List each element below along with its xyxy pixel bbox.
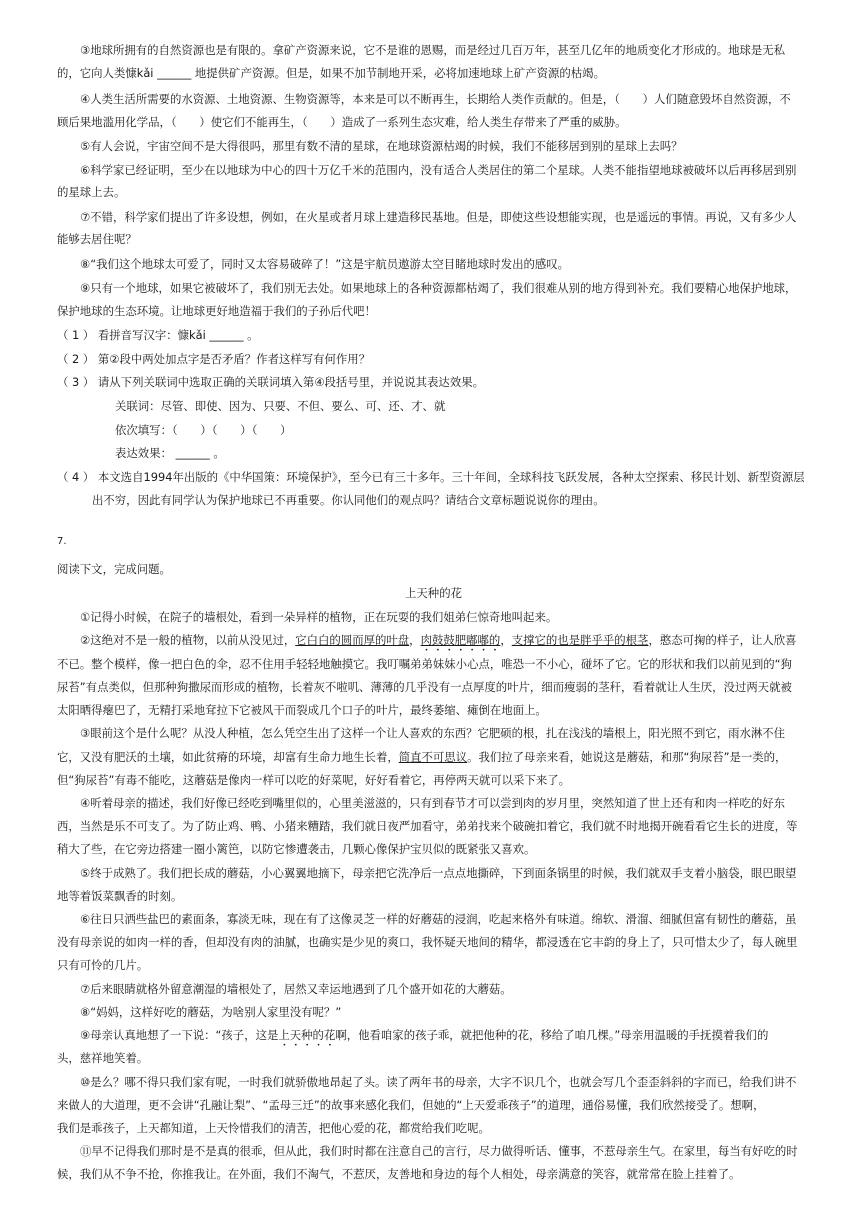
a3-post: 。我们拉了母亲来看，她说这是蘑菇，和那“狗尿苔”是一类的， bbox=[467, 750, 787, 764]
s1-p6-line1: ⑥科学家已经证明，至少在以地球为中心的四十万亿千米的范围内，没有适合人类居住的第二个星球。人类不能指望地球被破坏以后再移居到别 bbox=[80, 163, 797, 177]
s1-p9-line1: ⑨只有一个地球，如果它被破坏了，我们别无去处。如果地球上的各种资源都枯竭了，我们很难从别的地方得到补充。我们要精心地保护地球， bbox=[80, 281, 797, 295]
a2-underline-2: 肉鼓鼓肥嘟嘟的 bbox=[420, 633, 501, 647]
a10-line1: ⑩是么？哪不得只我们家有呢，一时我们就骄傲地昂起了头。读了两年书的母亲，大字不识几个，也就会写几个歪歪斜斜的字而已，给我们讲不 bbox=[80, 1075, 797, 1089]
a4-line2: 西，当然是乐不可支了。为了防止鸡、鸭、小猪来糟踏，我们就日夜严加看守，弟弟找来个破碗扣着它，我们就不时地揭开碗看看它生长的进度，等 bbox=[57, 819, 798, 833]
a11-line1: ⑪早不记得我们那时是不是真的很乖，但从此，我们时时都在注意自己的言行，尽力做得听话、懂事，不惹母亲生气。在家里，每当有好吃的时 bbox=[80, 1144, 798, 1158]
question-number: 7. bbox=[57, 536, 67, 547]
a4-line1: ④听着母亲的描述，我们好像已经吃到嘴里似的，心里美滋滋的，只有到春节才可以尝到肉的岁月里，突然知道了世上还有和肉一样吃的好东 bbox=[80, 796, 786, 810]
a9-post: 啊，他看咱家的孩子乖，就把他种的花，移给了咱几棵。”母亲用温暖的手抚摸着我们的 bbox=[335, 1028, 769, 1042]
s1-p7-line2: 能够去居住呢？ bbox=[57, 232, 137, 246]
a2-underline-3: 支撑它的也是胖乎乎的根茎 bbox=[511, 633, 649, 647]
question-3: （ 3 ） 请从下列关联词中选取正确的关联词填入第④段括号里，并说说其表达效果。 bbox=[57, 375, 484, 389]
a5-line2: 地等着饭菜飘香的时刻。 bbox=[57, 889, 183, 903]
a3-underline: 简直不可思议 bbox=[398, 750, 468, 764]
s1-p7-line1: ⑦不错，科学家们提出了许多设想，例如，在火星或者月球上建造移民基地。但是，即使这些设想能实现，也是遥远的事情。再说，又有多少人 bbox=[80, 210, 797, 224]
a2-line3: 尿苔”有点类似，但那种狗撒尿而形成的植物，长着灰不啦叽、薄薄的几乎没有一点厚度的叶片，细而瘦弱的茎秆，看着就让人生厌，没过两天就被 bbox=[57, 680, 792, 694]
a2-pre: ②这绝对不是一般的植物，以前从没见过， bbox=[80, 633, 296, 647]
s1-p3-line2: 的，它向人类慷kǎi ______ 地提供矿产资源。但是，如果不加节制地开采，必将加速地球上矿产资源的枯竭。 bbox=[57, 66, 605, 80]
question-4-line2: 出不穷，因此有同学认为保护地球已不再重要。你认同他们的观点吗？请结合文章标题说说你的理由。 bbox=[92, 493, 605, 507]
question-3-effect: 表达效果： ______ 。 bbox=[115, 446, 225, 460]
s1-p6-line2: 的星球上去。 bbox=[57, 185, 126, 199]
a4-line3: 稍大了些，在它旁边搭建一圈小篱笆，以防它惨遭袭击，几颗心像保护宝贝似的既紧张又喜欢。 bbox=[57, 842, 536, 856]
question-2: （ 2 ） 第②段中两处加点字是否矛盾？作者这样写有何作用？ bbox=[57, 352, 371, 366]
a6-line1: ⑥往日只洒些盐巴的素面条，寡淡无味，现在有了这像灵芝一样的好蘑菇的浸润，吃起来格外有味道。绵软、滑溜、细腻但富有韧性的蘑菇，虽 bbox=[80, 912, 797, 926]
a10-line2: 来做人的大道理，更不会讲“孔融让梨”、“孟母三迁”的故事来感化我们，但她的“上天爱乖孩子”的道理，通俗易懂，我们欣然接受了。想啊， bbox=[57, 1098, 765, 1112]
s1-p5: ⑤有人会说，宇宙空间不是大得很吗，那里有数不清的星球，在地球资源枯竭的时候，我们不能移居到别的星球上去吗？ bbox=[80, 139, 683, 153]
s1-p9-line2: 保护地球的生态环境。让地球更好地造福于我们的子孙后代吧！ bbox=[57, 304, 376, 318]
article-title: 上天种的花 bbox=[405, 586, 462, 600]
question-3-fill: 依次填写：（ ）（ ）（ ） bbox=[115, 423, 292, 437]
a3-line1: ③眼前这个是什么呢？从没人种植，怎么凭空生出了这样一个让人喜欢的东西？它肥硕的根，扎在浅浅的墙根上，阳光照不到它，雨水淋不住 bbox=[80, 726, 786, 740]
a7: ⑦后来眼睛就格外留意潮湿的墙根处了，居然又幸运地遇到了几个盛开如花的大蘑菇。 bbox=[80, 982, 512, 996]
a2-line1 bbox=[80, 629, 811, 654]
a1: ①记得小时候，在院子的墙根处，看到一朵异样的植物，正在玩耍的我们姐弟仨惊奇地叫起来。 bbox=[80, 610, 558, 624]
question-3-connectives: 关联词：尽管、即使、因为、只要、不但、要么、可、还、才、就 bbox=[115, 399, 446, 413]
s1-p3-line1: ③地球所拥有的自然资源也是有限的。拿矿产资源来说，它不是谁的恩赐，而是经过几百万年，甚至几亿年的地质变化才形成的。地球是无私 bbox=[80, 43, 786, 57]
a6-line2: 没有母亲说的如肉一样的香，但却没有肉的油腻，也确实是少见的爽口，我怀疑天地间的精华，都浸透在它丰韵的身上了，只可惜太少了，每人碗里 bbox=[57, 935, 798, 949]
a2-post: ，憨态可掬的样子，让人欣喜 bbox=[648, 633, 797, 647]
a10-line3: 我们是乖孩子，上天都知道，上天怜惜我们的清苦，把他心爱的花，都赏给我们吃呢。 bbox=[57, 1121, 490, 1135]
a2-underline-1: 它白白的圆而厚的叶盘 bbox=[295, 633, 410, 647]
question-4-line1: （ 4 ） 本文选自1994年出版的《中华国策：环境保护》，至今已有三十多年。三十年间，全球科技飞跃发展，各种太空探索、移民计划、新型资源层 bbox=[57, 470, 805, 484]
a2-line2: 不已。整个模样，像一把白色的伞，忍不住用手轻轻地触摸它。我叮嘱弟弟妹妹小心点，唯恐一不小心，碰坏了它。它的形状和我们以前见到的“狗 bbox=[57, 657, 792, 671]
a8: ⑧“妈妈，这样好吃的蘑菇，为啥别人家里没有呢？” bbox=[80, 1005, 342, 1019]
a6-line3: 只有可怜的几片。 bbox=[57, 958, 149, 972]
a3-pre: 它，又没有肥沃的土壤，如此贫瘠的环境，却富有生命力地生长着， bbox=[57, 750, 399, 764]
s1-p4-line2: 顾后果地滥用化学品，（ ）使它们不能再生，（ ）造成了一系列生态灾难，给人类生存带来了严重的威胁。 bbox=[57, 115, 627, 129]
a3-line3: 但“狗尿苔”有毒不能吃，这蘑菇是像肉一样可以吃的好菜呢，好好看着它，再停两天就可以采下来了。 bbox=[57, 773, 570, 787]
a9-dotted: 上天种的花 bbox=[278, 1028, 336, 1042]
a2-comma-2: ， bbox=[500, 633, 512, 647]
a2-line4: 太阳晒得瘪巴了，无精打采地耷拉下它被风干而裂成几个口子的叶片，最终萎缩、瘫倒在地面上。 bbox=[57, 703, 547, 717]
s1-p4-line1: ④人类生活所需要的水资源、土地资源、生物资源等，本来是可以不断再生，长期给人类作贡献的。但是，（ ）人们随意毁坏自然资源，不 bbox=[80, 92, 791, 106]
a11-line2: 候，我们从不争不抢，你推我让。在外面，我们不淘气，不惹厌，友善地和身边的每个人相处，母亲满意的笑容，就常常在脸上挂着了。 bbox=[57, 1167, 741, 1181]
a5-line1: ⑤终于成熟了。我们把长成的蘑菇，小心翼翼地摘下，母亲把它洗净后一点点地撕碎，下到面条锅里的时候，我们就双手支着小脑袋，眼巴眼望 bbox=[80, 866, 797, 880]
a9-line1 bbox=[80, 1024, 811, 1049]
s1-p8: ⑧“我们这个地球太可爱了，同时又太容易破碎了！”这是宇航员遨游太空目睹地球时发出的感叹。 bbox=[80, 257, 570, 271]
reading-instruction: 阅读下文，完成问题。 bbox=[57, 562, 171, 576]
a9-line2: 头，慈祥地笑着。 bbox=[57, 1051, 149, 1065]
a2-comma-1: ， bbox=[409, 633, 421, 647]
question-1: （ 1 ） 看拼音写汉字：慷kǎi ______ 。 bbox=[57, 328, 259, 342]
a9-pre: ⑨母亲认真地想了一下说：“孩子，这是 bbox=[80, 1028, 279, 1042]
a3-line2 bbox=[57, 746, 811, 768]
